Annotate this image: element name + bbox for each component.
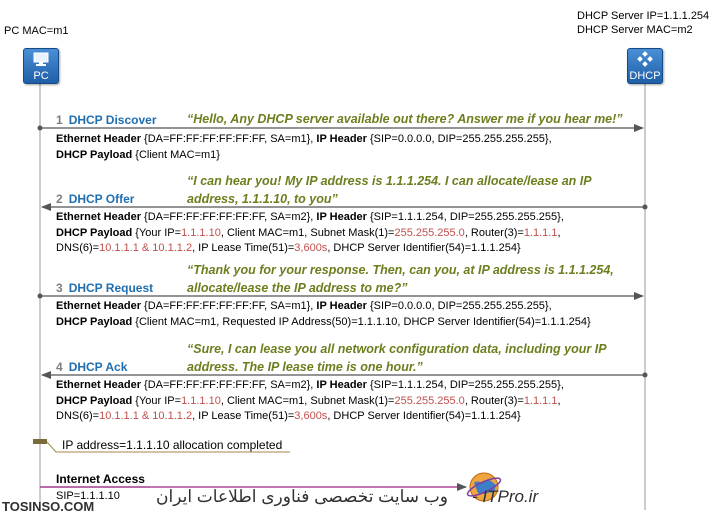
field-text: {SIP=1.1.1.254, DIP=255.255.255.255}, (366, 379, 564, 391)
field-text: {Client MAC=m1, Requested IP Address(50)=1.1.1.10, DHCP Server Identifier(54)=1.1.1.254} (132, 315, 591, 328)
step-4-quote-line-2: address. The IP lease time is one hour.” (187, 360, 423, 374)
step-1-ethernet-line (56, 132, 552, 148)
step-4-quote (187, 340, 607, 376)
step-2-name: DHCP Offer (68, 192, 135, 206)
step-3-details (56, 299, 591, 330)
highlighted-value: 3,600s (294, 242, 328, 254)
field-label: IP Header (316, 211, 367, 223)
highlighted-value: 10.1.1.1 & 10.1.1.2 (99, 242, 193, 254)
step-1-quote (187, 110, 623, 128)
pc-label: PC (33, 70, 49, 82)
dhcp-server-label: DHCP (629, 70, 661, 82)
field-label: Ethernet Header (56, 379, 141, 391)
field-text: {SIP=0.0.0.0, DIP=255.255.255.255}, (366, 133, 552, 145)
step-1-title (56, 113, 157, 127)
watermark-left: TOSINSO.COM (2, 499, 95, 514)
step-4-title (56, 360, 127, 374)
pc-node (23, 48, 59, 84)
field-label: DHCP Payload (56, 226, 133, 239)
field-label: DHCP Payload (56, 394, 133, 407)
server-mac-caption: DHCP Server MAC=m2 (577, 24, 693, 36)
field-text: , Router(3)= (464, 226, 524, 239)
server-ip-caption: DHCP Server IP=1.1.1.254 (577, 10, 710, 22)
field-text: , IP Lease Time(51)= (192, 242, 295, 254)
offer-arrow-origin (643, 205, 648, 210)
allocation-note-marker (33, 439, 47, 444)
field-text: {Client MAC=m1} (132, 148, 220, 161)
field-text: , IP Lease Time(51)= (192, 410, 295, 422)
step-3-number: 3 (56, 281, 63, 295)
step-1-payload-line (56, 148, 552, 164)
highlighted-value: 1.1.1.1 (523, 394, 558, 407)
step-1-name: DHCP Discover (68, 113, 157, 127)
ack-arrow-origin (643, 373, 648, 378)
field-text: , DHCP Server Identifier(54)=1.1.1.254} (327, 410, 521, 422)
field-label: Ethernet Header (56, 300, 141, 312)
field-text: , Client MAC=m1, Subnet Mask(1)= (220, 394, 395, 407)
step-3-quote-line-2: allocate/lease the IP address to me?” (187, 281, 408, 295)
field-label: IP Header (316, 379, 367, 391)
internet-sip: SIP=1.1.1.10 (56, 490, 120, 502)
step-3-name: DHCP Request (68, 281, 154, 295)
field-label: IP Header (316, 133, 367, 145)
step-3-ethernet-line (56, 299, 591, 315)
highlighted-value: 3,600s (294, 410, 328, 422)
step-2-dns-line (56, 241, 564, 257)
field-text: {Your IP= (132, 226, 182, 239)
step-2-quote-line-1: “I can hear you! My IP address is 1.1.1.254. I can allocate/lease an IP (187, 174, 592, 188)
field-text: {Your IP= (132, 394, 182, 407)
step-3-title (56, 281, 153, 295)
highlighted-value: 1.1.1.10 (181, 394, 221, 407)
field-text: , DHCP Server Identifier(54)=1.1.1.254} (327, 242, 521, 254)
step-1-number: 1 (56, 113, 63, 127)
step-4-quote-line-1: “Sure, I can lease you all network configuration data, including your IP (187, 342, 607, 356)
step-4-dns-line (56, 409, 564, 425)
dhcp-diamond-icon (637, 51, 653, 68)
watermark-brand: - ITPro.ir (472, 487, 539, 506)
field-label: DHCP Payload (56, 148, 133, 161)
field-label: IP Header (316, 300, 367, 312)
field-text: , Client MAC=m1, Subnet Mask(1)= (220, 226, 395, 239)
step-4-name: DHCP Ack (68, 360, 128, 374)
field-text: {DA=FF:FF:FF:FF:FF:FF, SA=m2}, (140, 379, 317, 391)
watermark-persian: وب سایت تخصصی فناوری اطلاعات ایران (156, 487, 448, 506)
step-4-ethernet-line (56, 378, 564, 394)
internet-access-title: Internet Access (56, 472, 145, 486)
step-4-payload-line (56, 394, 564, 410)
field-text: {DA=FF:FF:FF:FF:FF:FF, SA=m1}, (140, 300, 317, 312)
computer-icon (33, 52, 49, 67)
dhcp-server-node (627, 48, 663, 84)
allocation-note: IP address=1.1.1.10 allocation completed (62, 438, 283, 452)
step-2-payload-line (56, 226, 564, 242)
highlighted-value: 255.255.255.0 (394, 226, 465, 239)
field-text: DNS(6)= (56, 410, 100, 422)
field-text: , Router(3)= (464, 394, 524, 407)
step-3-quote (187, 261, 614, 297)
step-2-details (56, 210, 564, 257)
highlighted-value: 1.1.1.1 (523, 226, 558, 239)
field-text: {DA=FF:FF:FF:FF:FF:FF, SA=m2}, (140, 211, 317, 223)
step-1-details (56, 132, 552, 163)
step-2-quote-line-2: address, 1.1.1.10, to you” (187, 192, 338, 206)
step-4-number: 4 (56, 360, 63, 374)
field-label: Ethernet Header (56, 133, 141, 145)
step-2-ethernet-line (56, 210, 564, 226)
pc-caption: PC MAC=m1 (4, 25, 69, 37)
discover-arrow-origin (38, 126, 43, 131)
field-label: DHCP Payload (56, 315, 133, 328)
request-arrow-origin (38, 294, 43, 299)
field-label: Ethernet Header (56, 211, 141, 223)
step-3-quote-line-1: “Thank you for your response. Then, can you, at IP address is 1.1.1.254, (187, 263, 614, 277)
field-text: {SIP=0.0.0.0, DIP=255.255.255.255}, (366, 300, 552, 312)
step-2-quote (187, 172, 592, 208)
step-2-title (56, 192, 134, 206)
field-text: {DA=FF:FF:FF:FF:FF:FF, SA=m1}, (140, 133, 317, 145)
highlighted-value: 10.1.1.1 & 10.1.1.2 (99, 410, 193, 422)
step-1-quote-line: “Hello, Any DHCP server available out there? Answer me if you hear me!” (187, 112, 623, 126)
highlighted-value: 1.1.1.10 (181, 226, 221, 239)
highlighted-value: 255.255.255.0 (394, 394, 465, 407)
step-4-details (56, 378, 564, 425)
step-3-payload-line (56, 315, 591, 331)
step-2-number: 2 (56, 192, 63, 206)
field-text: , (557, 226, 561, 239)
field-text: DNS(6)= (56, 242, 100, 254)
field-text: , (557, 394, 561, 407)
field-text: {SIP=1.1.1.254, DIP=255.255.255.255}, (366, 211, 564, 223)
